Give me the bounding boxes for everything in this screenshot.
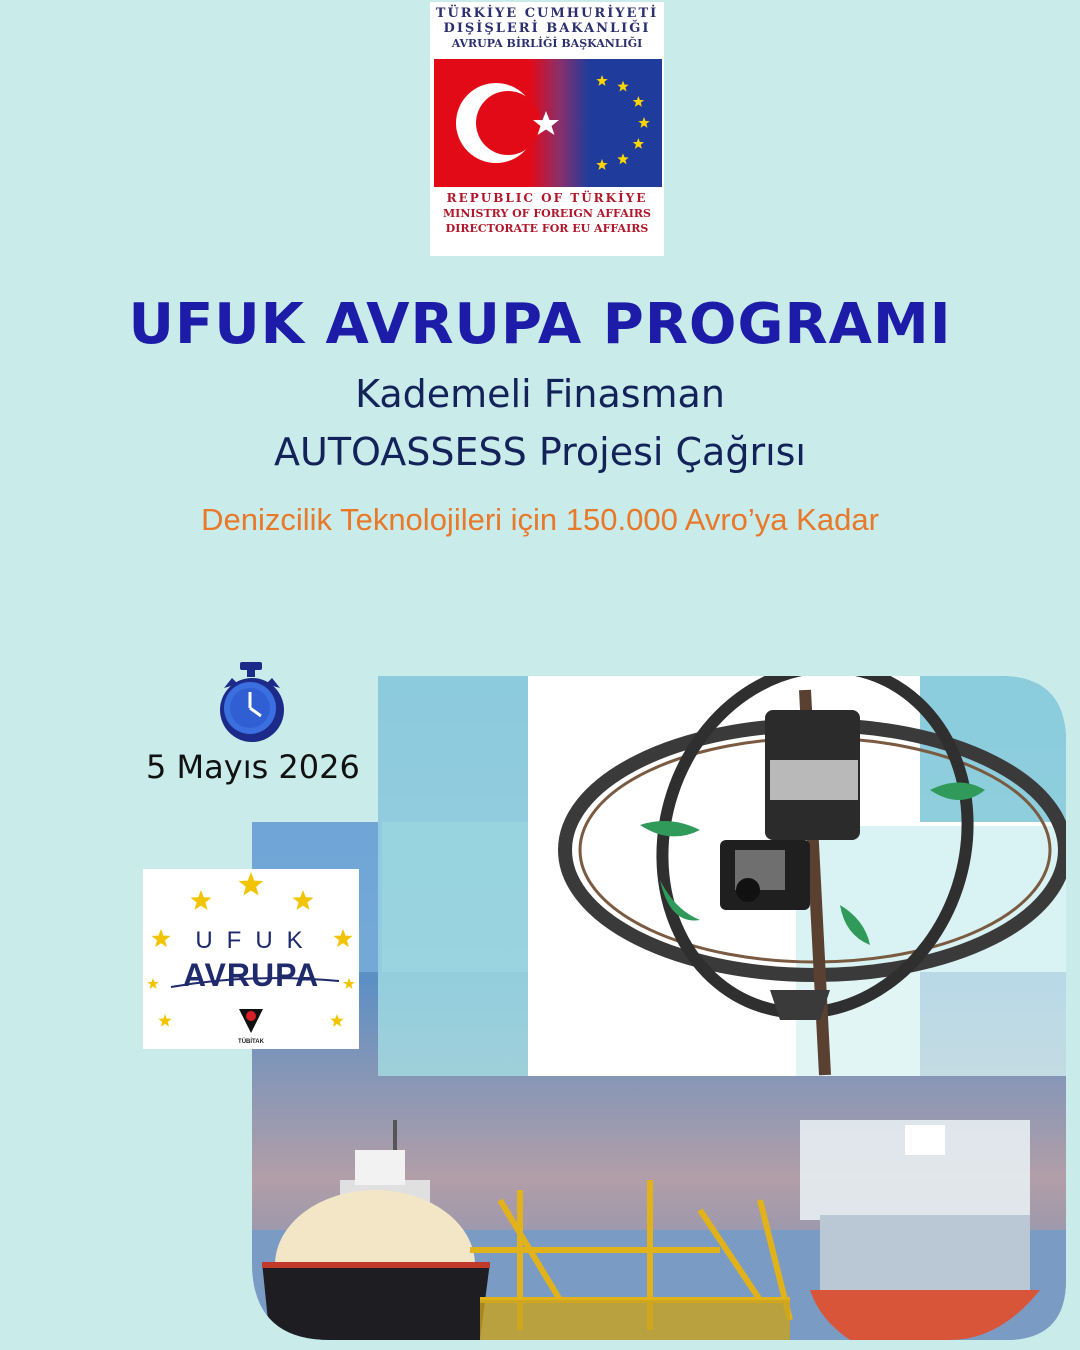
cyan-block bbox=[796, 972, 1066, 1076]
logo-word-ufuk: UFUK bbox=[195, 927, 317, 954]
platform-deck bbox=[480, 1300, 790, 1340]
ministry-name-tr-1: TÜRKİYE CUMHURİYETİ bbox=[435, 6, 659, 21]
ministry-name-en-3: DIRECTORATE FOR EU AFFAIRS bbox=[445, 222, 649, 235]
ministry-name-en-2: MINISTRY OF FOREIGN AFFAIRS bbox=[443, 207, 651, 220]
ministry-name-tr-3: AVRUPA BİRLİĞİ BAŞKANLIĞI bbox=[451, 37, 643, 50]
ministry-name-tr-2: DIŞİŞLERİ BAKANLIĞI bbox=[443, 21, 651, 36]
logo-word-avrupa: AVRUPA bbox=[182, 957, 320, 993]
stopwatch-icon bbox=[214, 660, 290, 744]
logo-star bbox=[239, 872, 264, 896]
tubitak-emblem-dot bbox=[246, 1011, 256, 1021]
deadline-date: 5 Mayıs 2026 bbox=[146, 748, 360, 786]
page-title: UFUK AVRUPA PROGRAMI bbox=[128, 292, 952, 357]
logo-star bbox=[330, 1014, 343, 1027]
subtitle-project-call: AUTOASSESS Projesi Çağrısı bbox=[274, 430, 806, 474]
logo-star bbox=[191, 890, 212, 910]
tubitak-label: TÜBİTAK bbox=[238, 1039, 264, 1045]
logo-star bbox=[158, 1014, 171, 1027]
tanker-ship-illustration bbox=[800, 1120, 1040, 1340]
ministry-name-en-1: REPUBLIC OF TÜRKİYE bbox=[446, 191, 648, 205]
logo-star bbox=[293, 890, 314, 910]
subtitle-funding: Kademeli Finasman bbox=[355, 372, 725, 416]
funding-tagline: Denizcilik Teknolojileri için 150.000 Avro’ya Kadar bbox=[201, 502, 879, 537]
horizon-europe-logo bbox=[143, 869, 359, 1049]
